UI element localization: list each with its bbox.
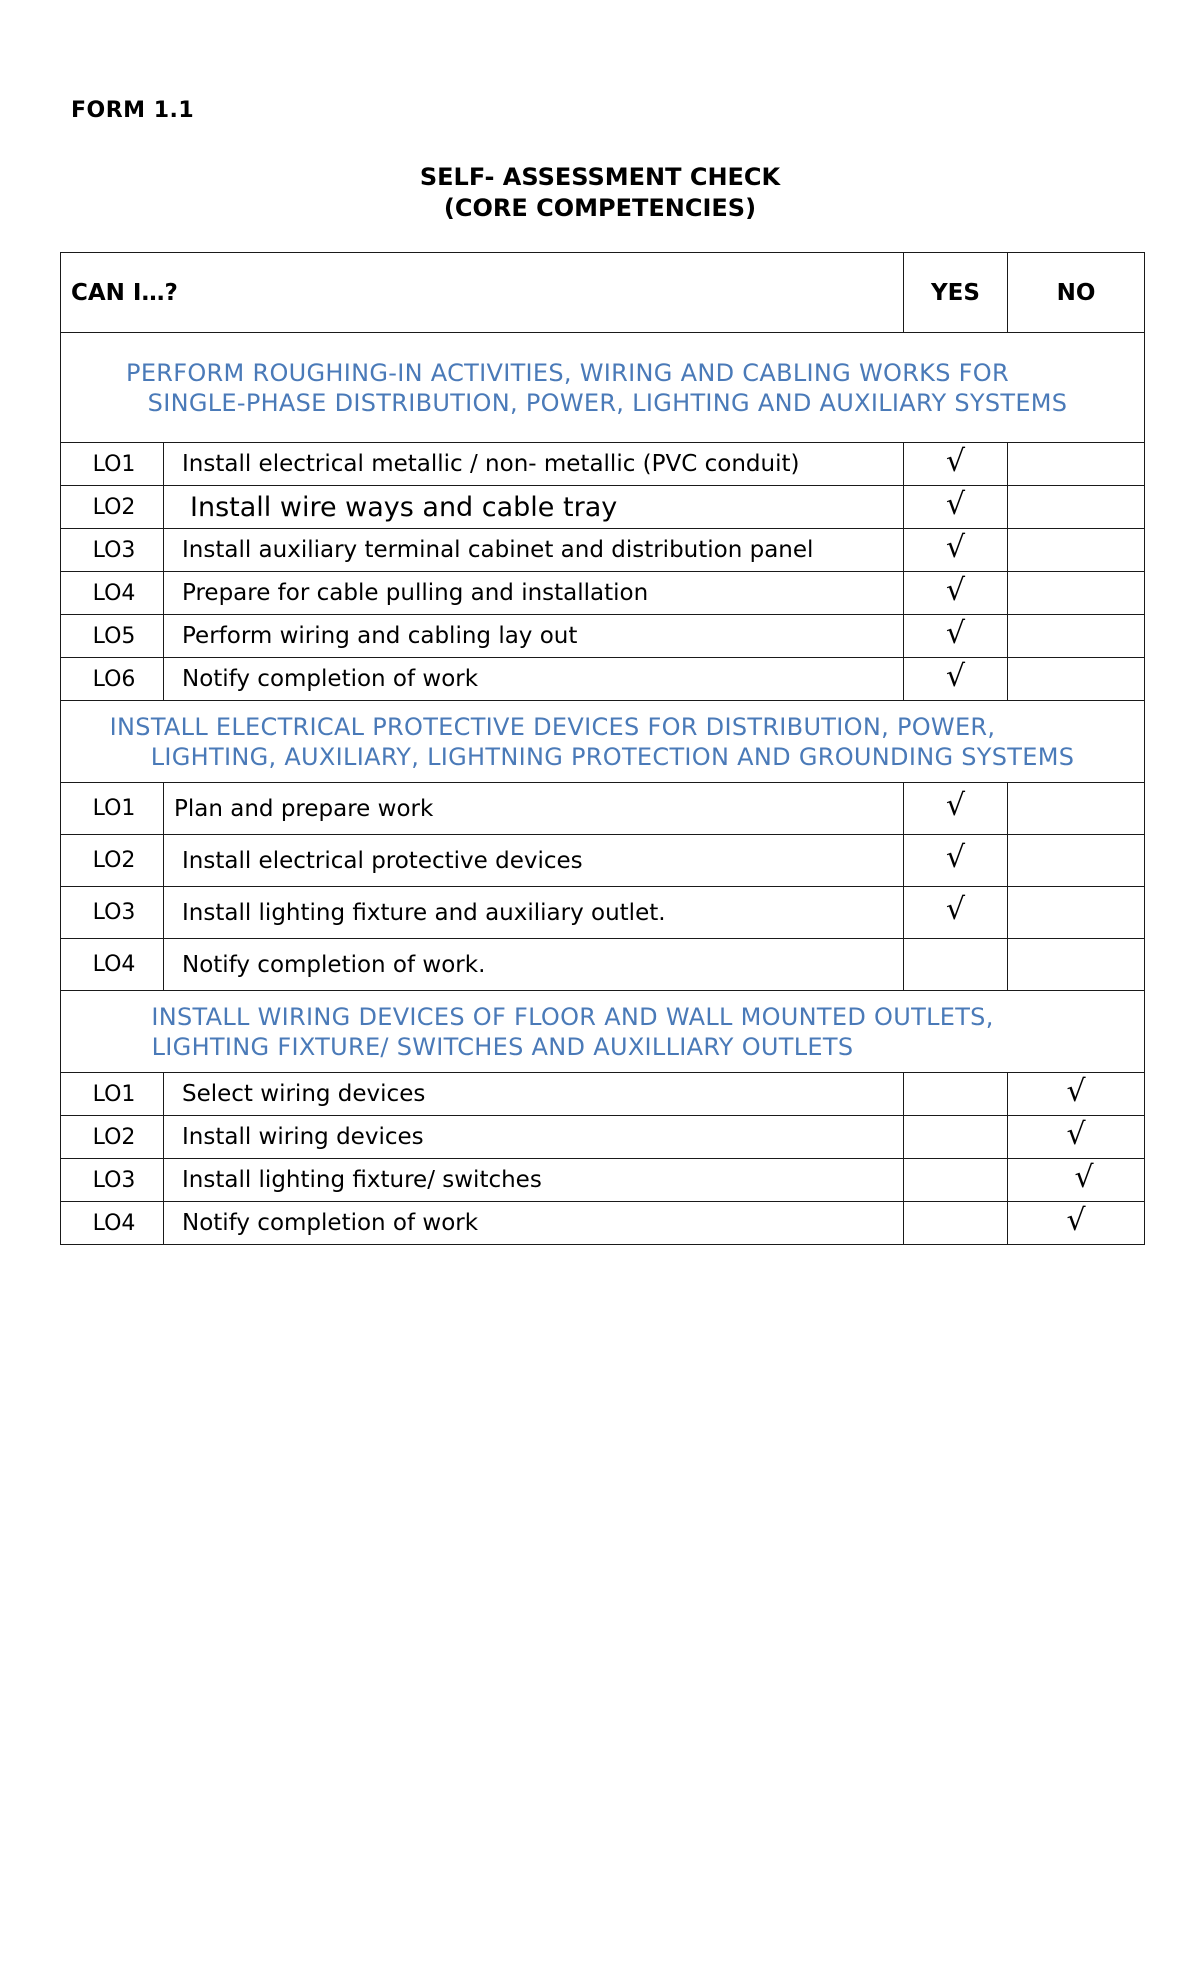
table-row (61, 1202, 1145, 1245)
lo-description: Notify completion of work (164, 658, 904, 701)
page-title (0, 162, 1200, 224)
section-header-row (61, 333, 1145, 443)
no-cell[interactable] (1008, 572, 1145, 615)
lo-description: Install wiring devices (164, 1116, 904, 1159)
check-mark-icon: √ (945, 892, 966, 927)
check-mark-icon: √ (1066, 1073, 1086, 1109)
yes-cell[interactable] (904, 615, 1008, 658)
check-mark-icon: √ (945, 658, 966, 694)
lo-description: Notify completion of work. (164, 939, 904, 991)
yes-cell[interactable] (904, 887, 1008, 939)
check-mark-icon: √ (945, 788, 966, 823)
lo-description: Perform wiring and cabling lay out (164, 615, 904, 658)
title-line-1: SELF- ASSESSMENT CHECK (419, 163, 781, 191)
table-row (61, 1073, 1145, 1116)
check-mark-icon: √ (945, 615, 966, 651)
check-mark-icon: √ (945, 572, 966, 608)
lo-code: LO3 (61, 887, 164, 939)
lo-description: Install auxiliary terminal cabinet and distribution panel (164, 529, 904, 572)
form-label: FORM 1.1 (71, 98, 195, 123)
lo-code: LO1 (61, 1073, 164, 1116)
lo-description: Install wire ways and cable tray (164, 486, 904, 529)
lo-code: LO1 (61, 443, 164, 486)
header-can-i: CAN I…? (61, 253, 904, 333)
no-cell[interactable] (1008, 486, 1145, 529)
table-row (61, 658, 1145, 701)
section-header-row (61, 991, 1145, 1073)
check-mark-icon: √ (945, 529, 966, 565)
table-row (61, 443, 1145, 486)
lo-description: Install electrical protective devices (164, 835, 904, 887)
check-mark-icon: √ (1066, 1202, 1086, 1238)
no-cell[interactable] (1008, 658, 1145, 701)
table-row (61, 486, 1145, 529)
table-row (61, 1116, 1145, 1159)
section-header-row (61, 701, 1145, 783)
header-no: NO (1008, 253, 1145, 333)
table-row (61, 529, 1145, 572)
lo-code: LO5 (61, 615, 164, 658)
table-header-row (61, 253, 1145, 333)
table-row (61, 835, 1145, 887)
lo-code: LO3 (61, 1159, 164, 1202)
no-cell[interactable] (1008, 529, 1145, 572)
yes-cell[interactable] (904, 658, 1008, 701)
yes-cell[interactable] (904, 1202, 1008, 1245)
yes-cell[interactable] (904, 1159, 1008, 1202)
yes-cell[interactable] (904, 443, 1008, 486)
section-title-line-1: INSTALL ELECTRICAL PROTECTIVE DEVICES FOR DISTRIBUTION, POWER, (109, 712, 996, 741)
yes-cell[interactable] (904, 1116, 1008, 1159)
no-cell[interactable] (1008, 887, 1145, 939)
lo-code: LO2 (61, 835, 164, 887)
check-mark-icon: √ (1074, 1159, 1094, 1195)
yes-cell[interactable] (904, 529, 1008, 572)
section-title-line-2: LIGHTING FIXTURE/ SWITCHES AND AUXILLIARY OUTLETS (151, 1032, 854, 1061)
section-title-line-1: PERFORM ROUGHING-IN ACTIVITIES, WIRING AND CABLING WORKS FOR (126, 358, 1009, 387)
section-title-line-1: INSTALL WIRING DEVICES OF FLOOR AND WALL MOUNTED OUTLETS, (151, 1002, 994, 1031)
lo-description: Select wiring devices (164, 1073, 904, 1116)
table-row (61, 572, 1145, 615)
section-title (61, 333, 1145, 443)
no-cell[interactable] (1008, 1159, 1145, 1202)
check-mark-icon: √ (1066, 1116, 1086, 1152)
lo-code: LO2 (61, 486, 164, 529)
section-title (61, 701, 1145, 783)
no-cell[interactable] (1008, 783, 1145, 835)
lo-description: Prepare for cable pulling and installation (164, 572, 904, 615)
no-cell[interactable] (1008, 443, 1145, 486)
check-mark-icon: √ (945, 486, 966, 522)
lo-code: LO6 (61, 658, 164, 701)
no-cell[interactable] (1008, 1202, 1145, 1245)
yes-cell[interactable] (904, 783, 1008, 835)
lo-code: LO3 (61, 529, 164, 572)
lo-code: LO2 (61, 1116, 164, 1159)
lo-code: LO4 (61, 1202, 164, 1245)
table-row (61, 1159, 1145, 1202)
table-row (61, 887, 1145, 939)
no-cell[interactable] (1008, 835, 1145, 887)
lo-code: LO1 (61, 783, 164, 835)
lo-description: Install lighting fixture/ switches (164, 1159, 904, 1202)
header-yes: YES (904, 253, 1008, 333)
section-title-line-2: SINGLE-PHASE DISTRIBUTION, POWER, LIGHTING AND AUXILIARY SYSTEMS (147, 388, 1068, 417)
yes-cell[interactable] (904, 835, 1008, 887)
self-assessment-table (60, 252, 1145, 1245)
yes-cell[interactable] (904, 1073, 1008, 1116)
lo-description: Notify completion of work (164, 1202, 904, 1245)
lo-description: Install lighting fixture and auxiliary outlet. (164, 887, 904, 939)
no-cell[interactable] (1008, 939, 1145, 991)
lo-description: Plan and prepare work (164, 783, 904, 835)
table-row (61, 783, 1145, 835)
no-cell[interactable] (1008, 1073, 1145, 1116)
check-mark-icon: √ (945, 840, 966, 875)
lo-description: Install electrical metallic / non- metallic (PVC conduit) (164, 443, 904, 486)
lo-code: LO4 (61, 939, 164, 991)
section-title (61, 991, 1145, 1073)
yes-cell[interactable] (904, 486, 1008, 529)
title-line-2: (CORE COMPETENCIES) (443, 194, 757, 222)
table-row (61, 615, 1145, 658)
section-title-line-2: LIGHTING, AUXILIARY, LIGHTNING PROTECTION AND GROUNDING SYSTEMS (150, 742, 1075, 771)
yes-cell[interactable] (904, 572, 1008, 615)
no-cell[interactable] (1008, 1116, 1145, 1159)
table-row (61, 939, 1145, 991)
yes-cell[interactable] (904, 939, 1008, 991)
no-cell[interactable] (1008, 615, 1145, 658)
check-mark-icon: √ (945, 443, 966, 479)
lo-code: LO4 (61, 572, 164, 615)
